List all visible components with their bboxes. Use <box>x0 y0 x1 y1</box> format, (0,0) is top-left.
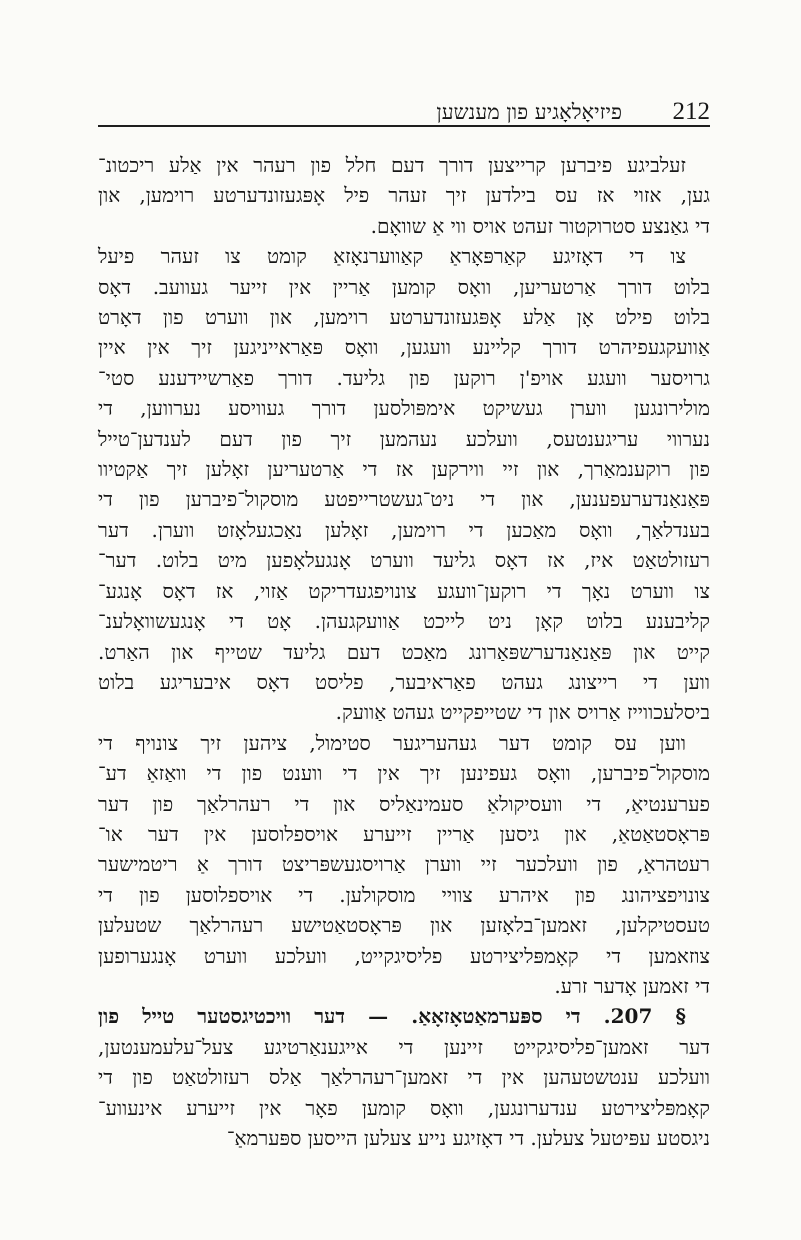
text-line: זעלביגע פיברען קרייצען דורך דעם חלל פון רעהר אין אַלע ריכטונ־ <box>98 153 686 177</box>
paragraph <box>98 241 710 728</box>
text-line: וועלכע ענטשטעהען אין די זאמען־רעהרלאַך אַלס רעזולטאַט פון די <box>98 1065 710 1090</box>
text-line: פּאַנאַנדערעפענען, און די ניט־געשטרייפטע מוסקול־פיברען פון די <box>98 487 710 512</box>
text-line: קאָמפּליצירטע ענדערונגען, וואָס קומען פאָר אין זייערע אינעווע־ <box>98 1095 710 1120</box>
text-line: צו די דאָזיגע קאַרפּאָראַ קאַווערנאָזאַ קומט צו זעהר פיעל <box>98 244 686 269</box>
paragraph <box>98 150 710 241</box>
text-line: בענדלאַך, וואָס מאַכען די רוימען, זאָלען נאַכגעלאָזט ווערן. דער <box>98 517 710 542</box>
paragraph <box>98 728 710 1002</box>
section-paragraph <box>98 1001 710 1153</box>
text-line: פּראָסטאַטאַ, און גיסען אַריין זייערע אויספלוסען אין דער או־ <box>98 821 710 846</box>
page-header <box>98 96 710 128</box>
text-line: ווען עס קומט דער געהעריגער סטימול, ציהען זיך צונויף די <box>98 730 686 755</box>
text-line: די גאַנצע סטרוקטור זעהט אויס ווי אַ שוואָם. <box>370 213 710 238</box>
text-line: פערענטיאַ, די וועסיקולאַ סעמינאַליס און די רעהרלאַך פון דער <box>98 791 710 816</box>
text-line: צוזאמען די קאָמפּליצירטע פליסיגקייט, וועלכע ווערט אָנגערופען <box>98 943 710 968</box>
text-line: גען, אזוי אז עס בילדען זיך זעהר פיל אָפּגעזונדערטע רוימען, און <box>98 183 710 208</box>
text-line: בלוט דורך אַרטעריען, וואָס קומען אַריין אין זייער געוועב. דאָס <box>98 274 710 299</box>
header-rule <box>98 125 710 127</box>
body-text <box>98 150 710 1153</box>
text-line: מוסקול־פיברען, וואָס געפינען זיך אין די ווענט פון די וואַזאַ דע־ <box>98 761 711 786</box>
text-line: טעסטיקלען, זאמען־בלאָזען און פּראָסטאַטישע רעהרלאַך שטעלען <box>98 913 710 938</box>
text-line: קליבענע בלוט קאָן ניט לייכט אַוועקגעהן. אָט די אָנגעשוואָלענ־ <box>98 609 710 634</box>
text-line: גרויסער וועגע אויפ'ן רוקען פון גליעד. דורך פאַרשיידענע סטי־ <box>98 365 710 390</box>
text-line: דער זאמען־פליסיגקייט זיינען די אייגענאַרטיגע צעל־עלעמענטען, <box>98 1034 710 1059</box>
text-line: פון רוקענמאַרך, און זיי ווירקען אז די אַרטעריען זאָלען זיך אַקטיוו <box>98 457 710 482</box>
text-line: צונויפציהונג פון איהרע צוויי מוסקולען. די אויספלוסען פון די <box>98 882 710 907</box>
text-line: רעזולטאַט איז, אז דאָס גליעד ווערט אָנגעלאָפען מיט בלוט. דער־ <box>98 548 710 573</box>
text-line: ווען די רייצונג געהט פאַראיבער, פליסט דאָס איבעריגע בלוט <box>98 669 710 694</box>
text-line: מולירונגען ווערן געשיקט אימפּולסען דורך געוויסע נערווען, די <box>98 396 710 421</box>
text-line: נערווי עריגענטעס, וועלכע נעהמען זיך פון דעם לענדען־טייל <box>98 426 710 451</box>
running-title: פיזיאָלאָגיע פון מענשען <box>436 100 622 124</box>
text-line: צו ווערט נאָך די רוקען־וועגע צונויפגעדריקט אַזוי, אז דאָס אָנגע־ <box>98 578 711 603</box>
text-line: די זאמען אָדער זרע. <box>554 973 710 998</box>
text-line: בלוט פילט אָן אַלע אָפּגעזונדערטע רוימען, און ווערט פון דאָרט <box>98 305 710 330</box>
text-line: § 207. די ספּערמאַטאָזאָאַ. — דער וויכטיגסטער טייל פון <box>98 1004 686 1029</box>
text-line: ניגסטע עפּיטעל צעלען. די דאָזיגע נייע צעלען הייסען ספּערמאַ־ <box>226 1126 710 1150</box>
page-number: 212 <box>672 98 710 125</box>
text-line: רעטהראַ, פון וועלכער זיי ווערן אַרויסגעשפּריצט דורך אַ ריטמישער <box>98 852 710 877</box>
text-line: קייט און פּאַנאַנדערשפּאַרונג מאַכט דעם גליעד שטייף און האַרט. <box>98 639 710 664</box>
text-line: ביסלעכווייז אַרויס און די שטייפקייט געהט אַוועק. <box>335 700 710 725</box>
text-line: אַוועקגעפיהרט דורך קליינע וועגען, וואָס פּאַראייניגען זיך אין איין <box>98 335 710 360</box>
